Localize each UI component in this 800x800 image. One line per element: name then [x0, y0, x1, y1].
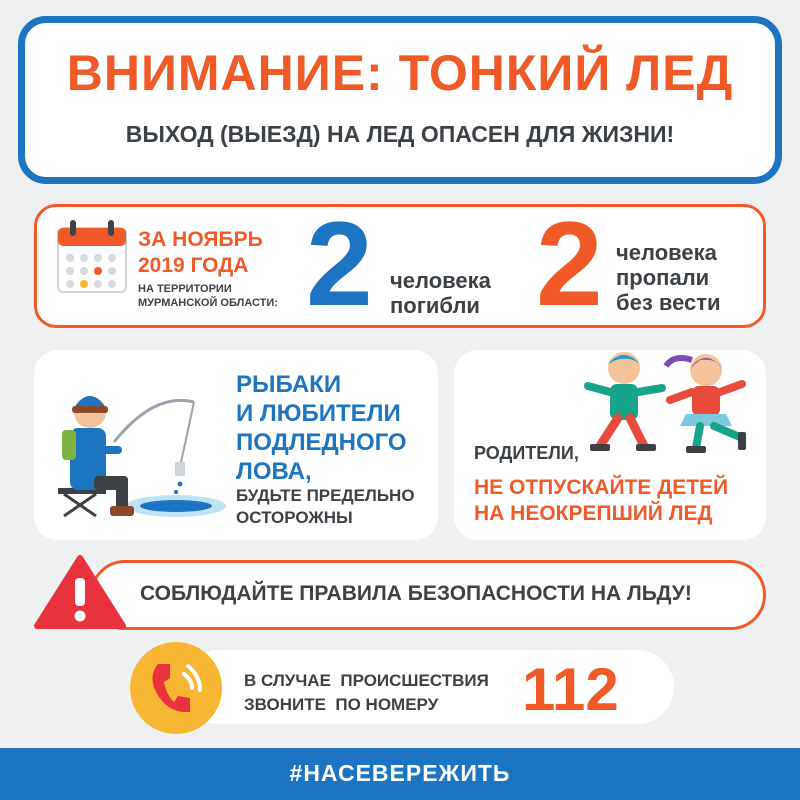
page-title: ВНИМАНИЕ: ТОНКИЙ ЛЕД	[66, 45, 734, 101]
page-subtitle: ВЫХОД (ВЫЕЗД) НА ЛЕД ОПАСЕН ДЛЯ ЖИЗНИ!	[125, 121, 675, 147]
rules-text: СОБЛЮДАЙТЕ ПРАВИЛА БЕЗОПАСНОСТИ НА ЛЬДУ!	[140, 582, 692, 605]
footer-hashtag: #НАСЕВЕРЕЖИТЬ	[289, 760, 511, 786]
emergency-number: 112	[522, 656, 619, 723]
stats-period: ЗА НОЯБРЬ 2019 ГОДА	[138, 228, 263, 277]
skating-kids-icon	[566, 346, 762, 462]
fishers-advice: БУДЬТЕ ПРЕДЕЛЬНО ОСТОРОЖНЫ	[236, 486, 415, 527]
dead-count: 2	[306, 197, 373, 331]
stats-region: НА ТЕРРИТОРИИ МУРМАНСКОЙ ОБЛАСТИ:	[138, 283, 278, 309]
emergency-text: В СЛУЧАЕ ПРОИСШЕСТВИЯ ЗВОНИТЕ ПО НОМЕРУ	[244, 671, 489, 714]
calendar-icon	[56, 218, 128, 296]
fishers-heading: РЫБАКИ И ЛЮБИТЕЛИ ПОДЛЕДНОГО ЛОВА,	[236, 371, 407, 485]
phone-icon	[128, 640, 224, 736]
fisherman-icon	[44, 372, 234, 522]
missing-count: 2	[536, 197, 603, 331]
missing-label: человека пропали без вести	[616, 240, 721, 315]
warning-icon	[34, 554, 126, 630]
parents-warning: НЕ ОТПУСКАЙТЕ ДЕТЕЙ НА НЕОКРЕПШИЙ ЛЕД	[474, 476, 729, 525]
dead-label: человека погибли	[390, 268, 491, 318]
parents-label: РОДИТЕЛИ,	[474, 443, 579, 463]
